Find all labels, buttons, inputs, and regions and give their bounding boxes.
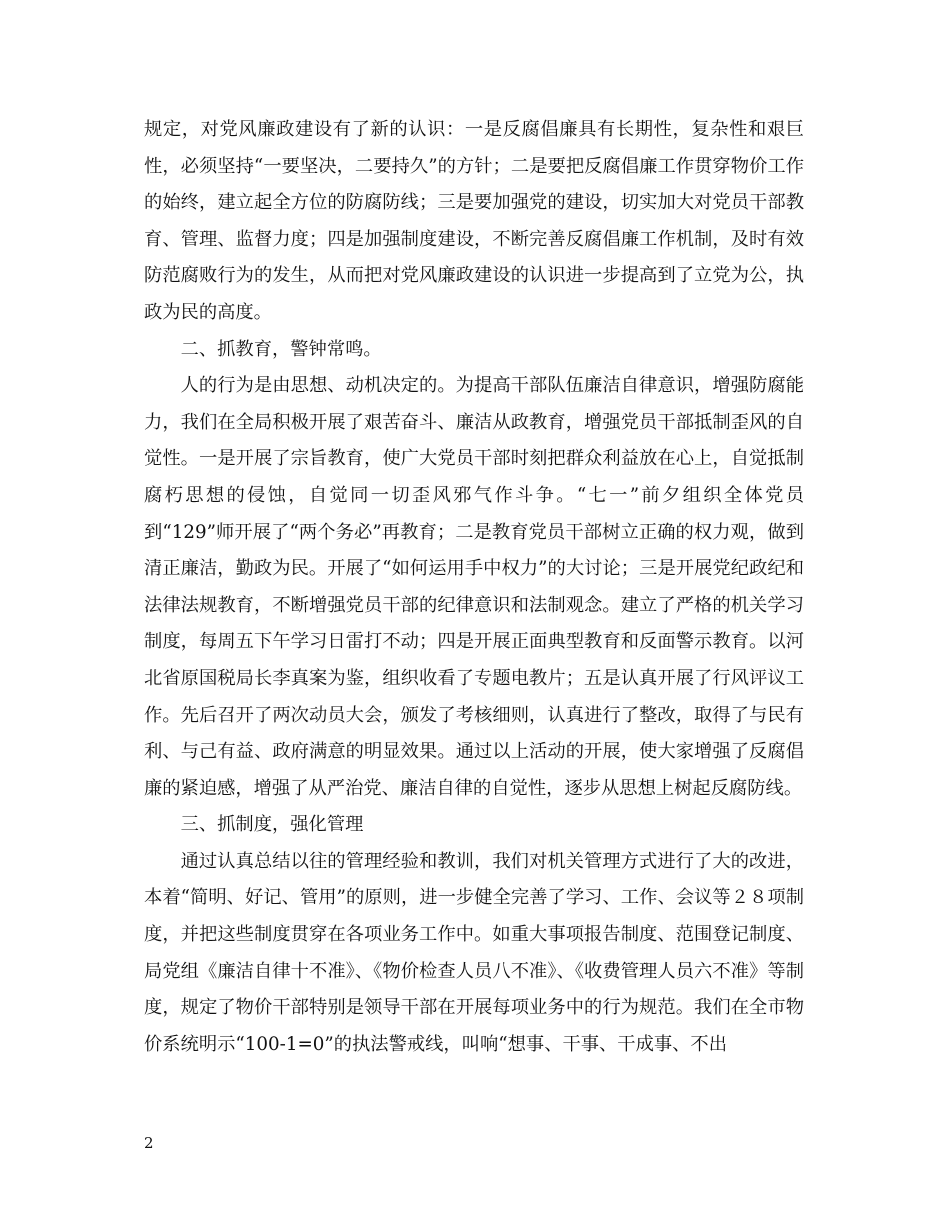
section-heading-3: 三、抓制度，强化管理	[180, 814, 364, 836]
section-heading-2: 二、抓教育，警钟常鸣。	[180, 338, 382, 360]
paragraph-5: 通过认真总结以往的管理经验和教训，我们对机关管理方式进行了大的改进，本着“简明、好记、管用”的原则，进一步健全完善了学习、工作、会议等２８项制度，并把这些制度贯穿在各项业务工作中。如重大事项报告制度、范围登记制度、局党组《廉洁自律十不准》、《物价检查人员八不准》、《收费管理人员六不准》等制度，规定了物价干部特别是领导干部在开展每项业务中的行为规范。我们在全市物价系统明示“100-1=0”的执法警戒线，叫响“想事、干事、干成事、不出	[144, 850, 804, 1055]
paragraph-1: 规定，对党风廉政建设有了新的认识：一是反腐倡廉具有长期性，复杂性和艰巨性，必须坚持“一要坚决，二要持久”的方针；二是要把反腐倡廉工作贯穿物价工作的始终，建立起全方位的防腐防线；三是要加强党的建设，切实加大对党员干部教育、管理、监督力度；四是加强制度建设，不断完善反腐倡廉工作机制，及时有效防范腐败行为的发生，从而把对党风廉政建设的认识进一步提高到了立党为公，执政为民的高度。	[144, 119, 804, 323]
document-body	[144, 112, 804, 1063]
page-number: 2	[144, 1134, 154, 1152]
paragraph-3: 人的行为是由思想、动机决定的。为提高干部队伍廉洁自律意识，增强防腐能力，我们在全局积极开展了艰苦奋斗、廉洁从政教育，增强党员干部抵制歪风的自觉性。一是开展了宗旨教育，使广大党员干部时刻把群众利益放在心上，自觉抵制腐朽思想的侵蚀，自觉同一切歪风邪气作斗争。“七一”前夕组织全体党员到“129”师开展了“两个务必”再教育；二是教育党员干部树立正确的权力观，做到清正廉洁，勤政为民。开展了“如何运用手中权力”的大讨论；三是开展党纪政纪和法律法规教育，不断增强党员干部的纪律意识和法制观念。建立了严格的机关学习制度，每周五下午学习日雷打不动；四是开展正面典型教育和反面警示教育。以河北省原国税局长李真案为鉴，组织收看了专题电教片；五是认真开展了行风评议工作。先后召开了两次动员大会，颁发了考核细则，认真进行了整改，取得了与民有利、与己有益、政府满意的明显效果。通过以上活动的开展，使大家增强了反腐倡廉的紧迫感，增强了从严治党、廉洁自律的自觉性，逐步从思想上树起反腐防线。	[144, 375, 804, 799]
